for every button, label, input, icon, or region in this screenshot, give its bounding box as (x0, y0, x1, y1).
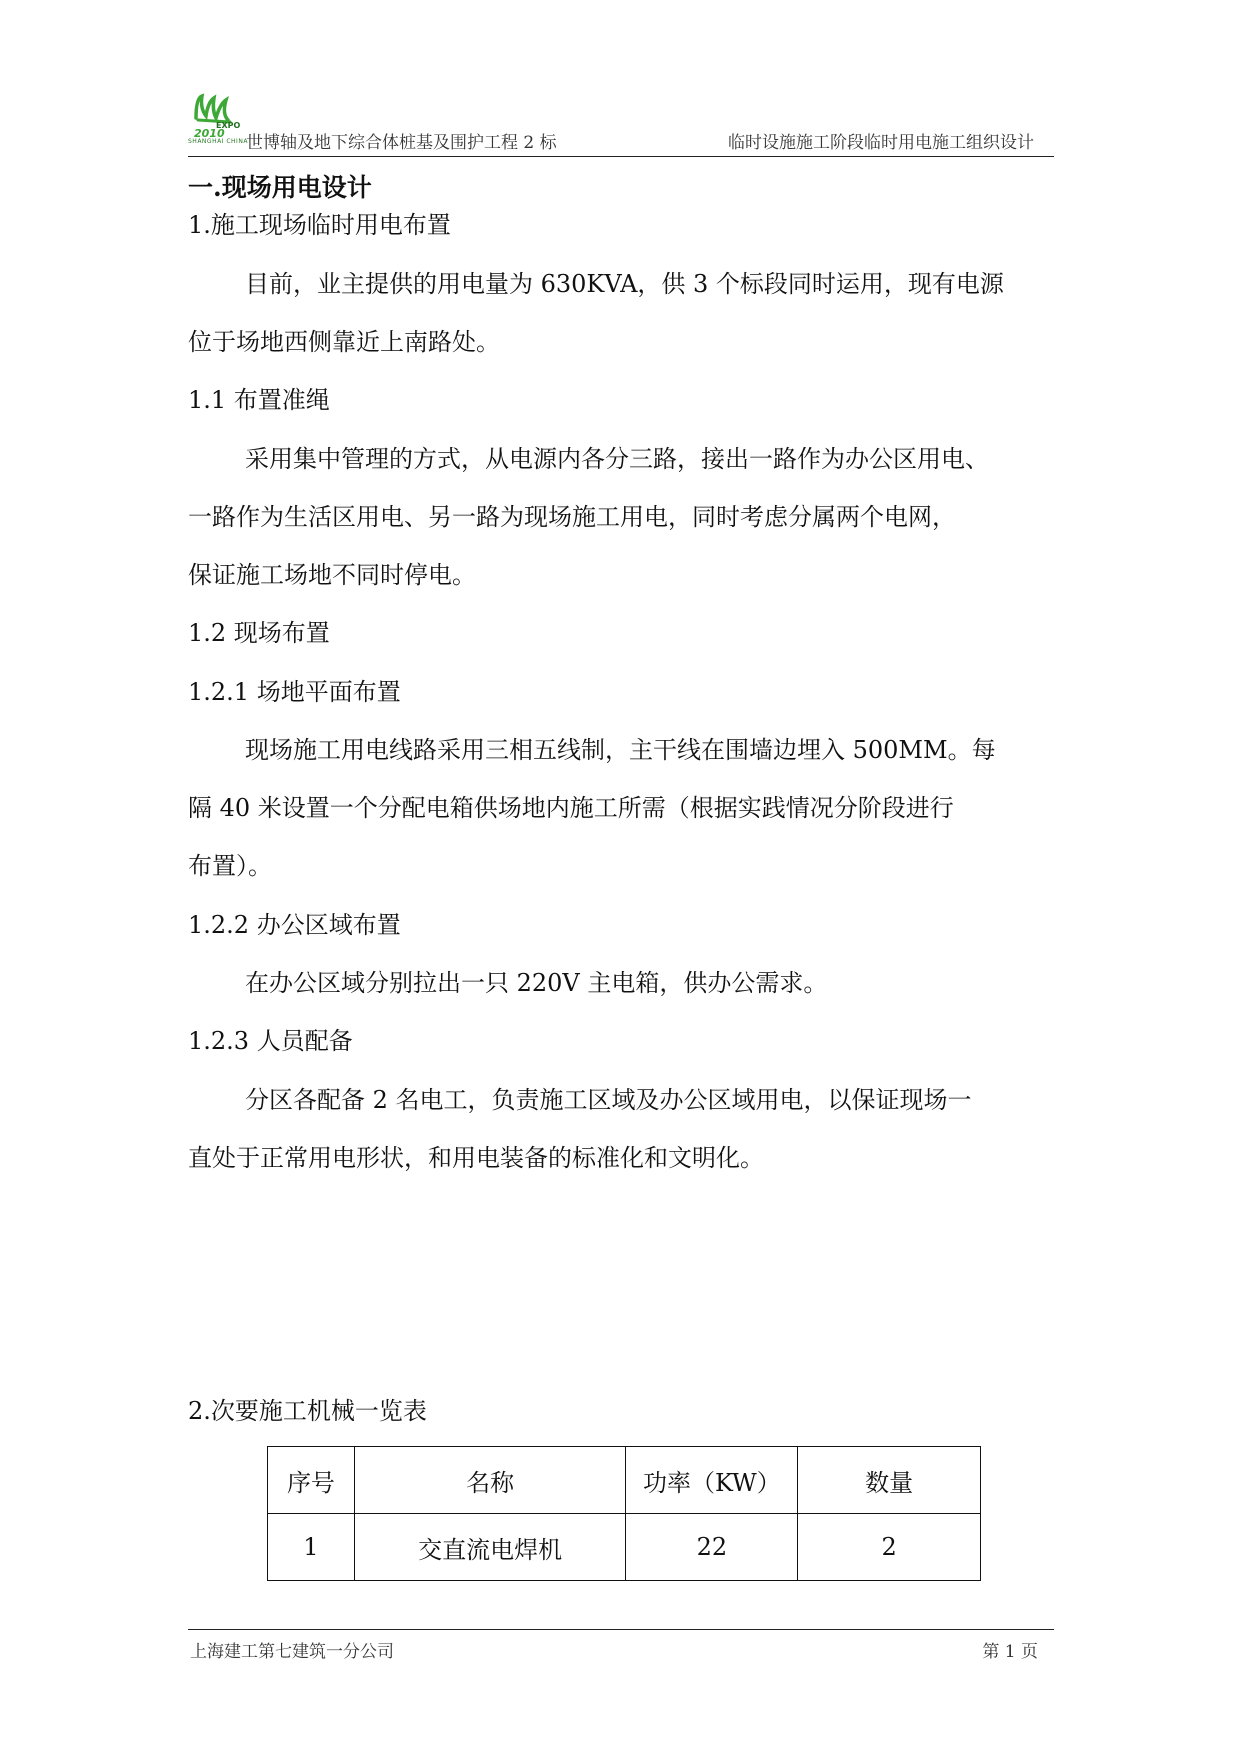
heading-1-2-3: 1.2.3 人员配备 (188, 1027, 353, 1055)
expo-2010-logo (188, 88, 244, 144)
header-project-name: 世博轴及地下综合体桩基及围护工程 2 标 (246, 133, 557, 153)
table-header-row (268, 1447, 981, 1514)
heading-1-2-2: 1.2.2 办公区域布置 (188, 911, 401, 939)
column-header: 序号 (268, 1447, 355, 1514)
heading-1-2: 1.2 现场布置 (188, 619, 330, 647)
section-title: 一.现场用电设计 (188, 173, 372, 202)
paragraph-1-1-line-2: 一路作为生活区用电、另一路为现场施工用电，同时考虑分属两个电网， (188, 503, 956, 531)
paragraph-1-2-2-line-1: 在办公区域分别拉出一只 220V 主电箱，供办公需求。 (245, 969, 828, 997)
paragraph-1-2-3-line-2: 直处于正常用电形状，和用电装备的标准化和文明化。 (188, 1144, 764, 1172)
svg-text:EXPO: EXPO (216, 121, 241, 130)
footer-company: 上海建工第七建筑一分公司 (190, 1642, 394, 1662)
equipment-table (267, 1446, 981, 1581)
column-header: 名称 (354, 1447, 626, 1514)
paragraph-1-2-1-line-2: 隔 40 米设置一个分配电箱供场地内施工所需（根据实践情况分阶段进行 (188, 794, 954, 822)
paragraph-1-1-line-1: 采用集中管理的方式，从电源内各分三路，接出一路作为办公区用电、 (245, 445, 989, 473)
heading-1-1: 1.1 布置准绳 (188, 386, 330, 414)
page-header (188, 88, 1054, 157)
paragraph-1-2-1-line-1: 现场施工用电线路采用三相五线制，主干线在围墙边埋入 500MM。每 (245, 736, 996, 764)
logo-caption: SHANGHAI CHINA (188, 138, 248, 145)
heading-1-2-1: 1.2.1 场地平面布置 (188, 678, 401, 706)
column-header: 数量 (798, 1447, 981, 1514)
table-cell: 交直流电焊机 (354, 1514, 626, 1581)
paragraph-1-2-1-line-3: 布置）。 (188, 852, 272, 880)
table-cell: 22 (626, 1514, 798, 1581)
table-row (268, 1514, 981, 1581)
paragraph-1-1-line-3: 保证施工场地不同时停电。 (188, 561, 476, 589)
paragraph-1-2-3-line-1: 分区各配备 2 名电工，负责施工区域及办公区域用电，以保证现场一 (245, 1086, 972, 1114)
header-document-title: 临时设施施工阶段临时用电施工组织设计 (728, 133, 1034, 153)
paragraph-1-line-2: 位于场地西侧靠近上南路处。 (188, 328, 500, 356)
heading-1: 1.施工现场临时用电布置 (188, 211, 451, 239)
paragraph-1-line-1: 目前，业主提供的用电量为 630KVA，供 3 个标段同时运用，现有电源 (245, 270, 1004, 298)
page-footer (188, 1629, 1054, 1662)
footer-page-number: 第 1 页 (982, 1642, 1038, 1662)
heading-2: 2.次要施工机械一览表 (188, 1397, 427, 1425)
table-cell: 2 (798, 1514, 981, 1581)
svg-text:2010: 2010 (194, 127, 225, 140)
table-cell: 1 (268, 1514, 355, 1581)
column-header: 功率（KW） (626, 1447, 798, 1514)
